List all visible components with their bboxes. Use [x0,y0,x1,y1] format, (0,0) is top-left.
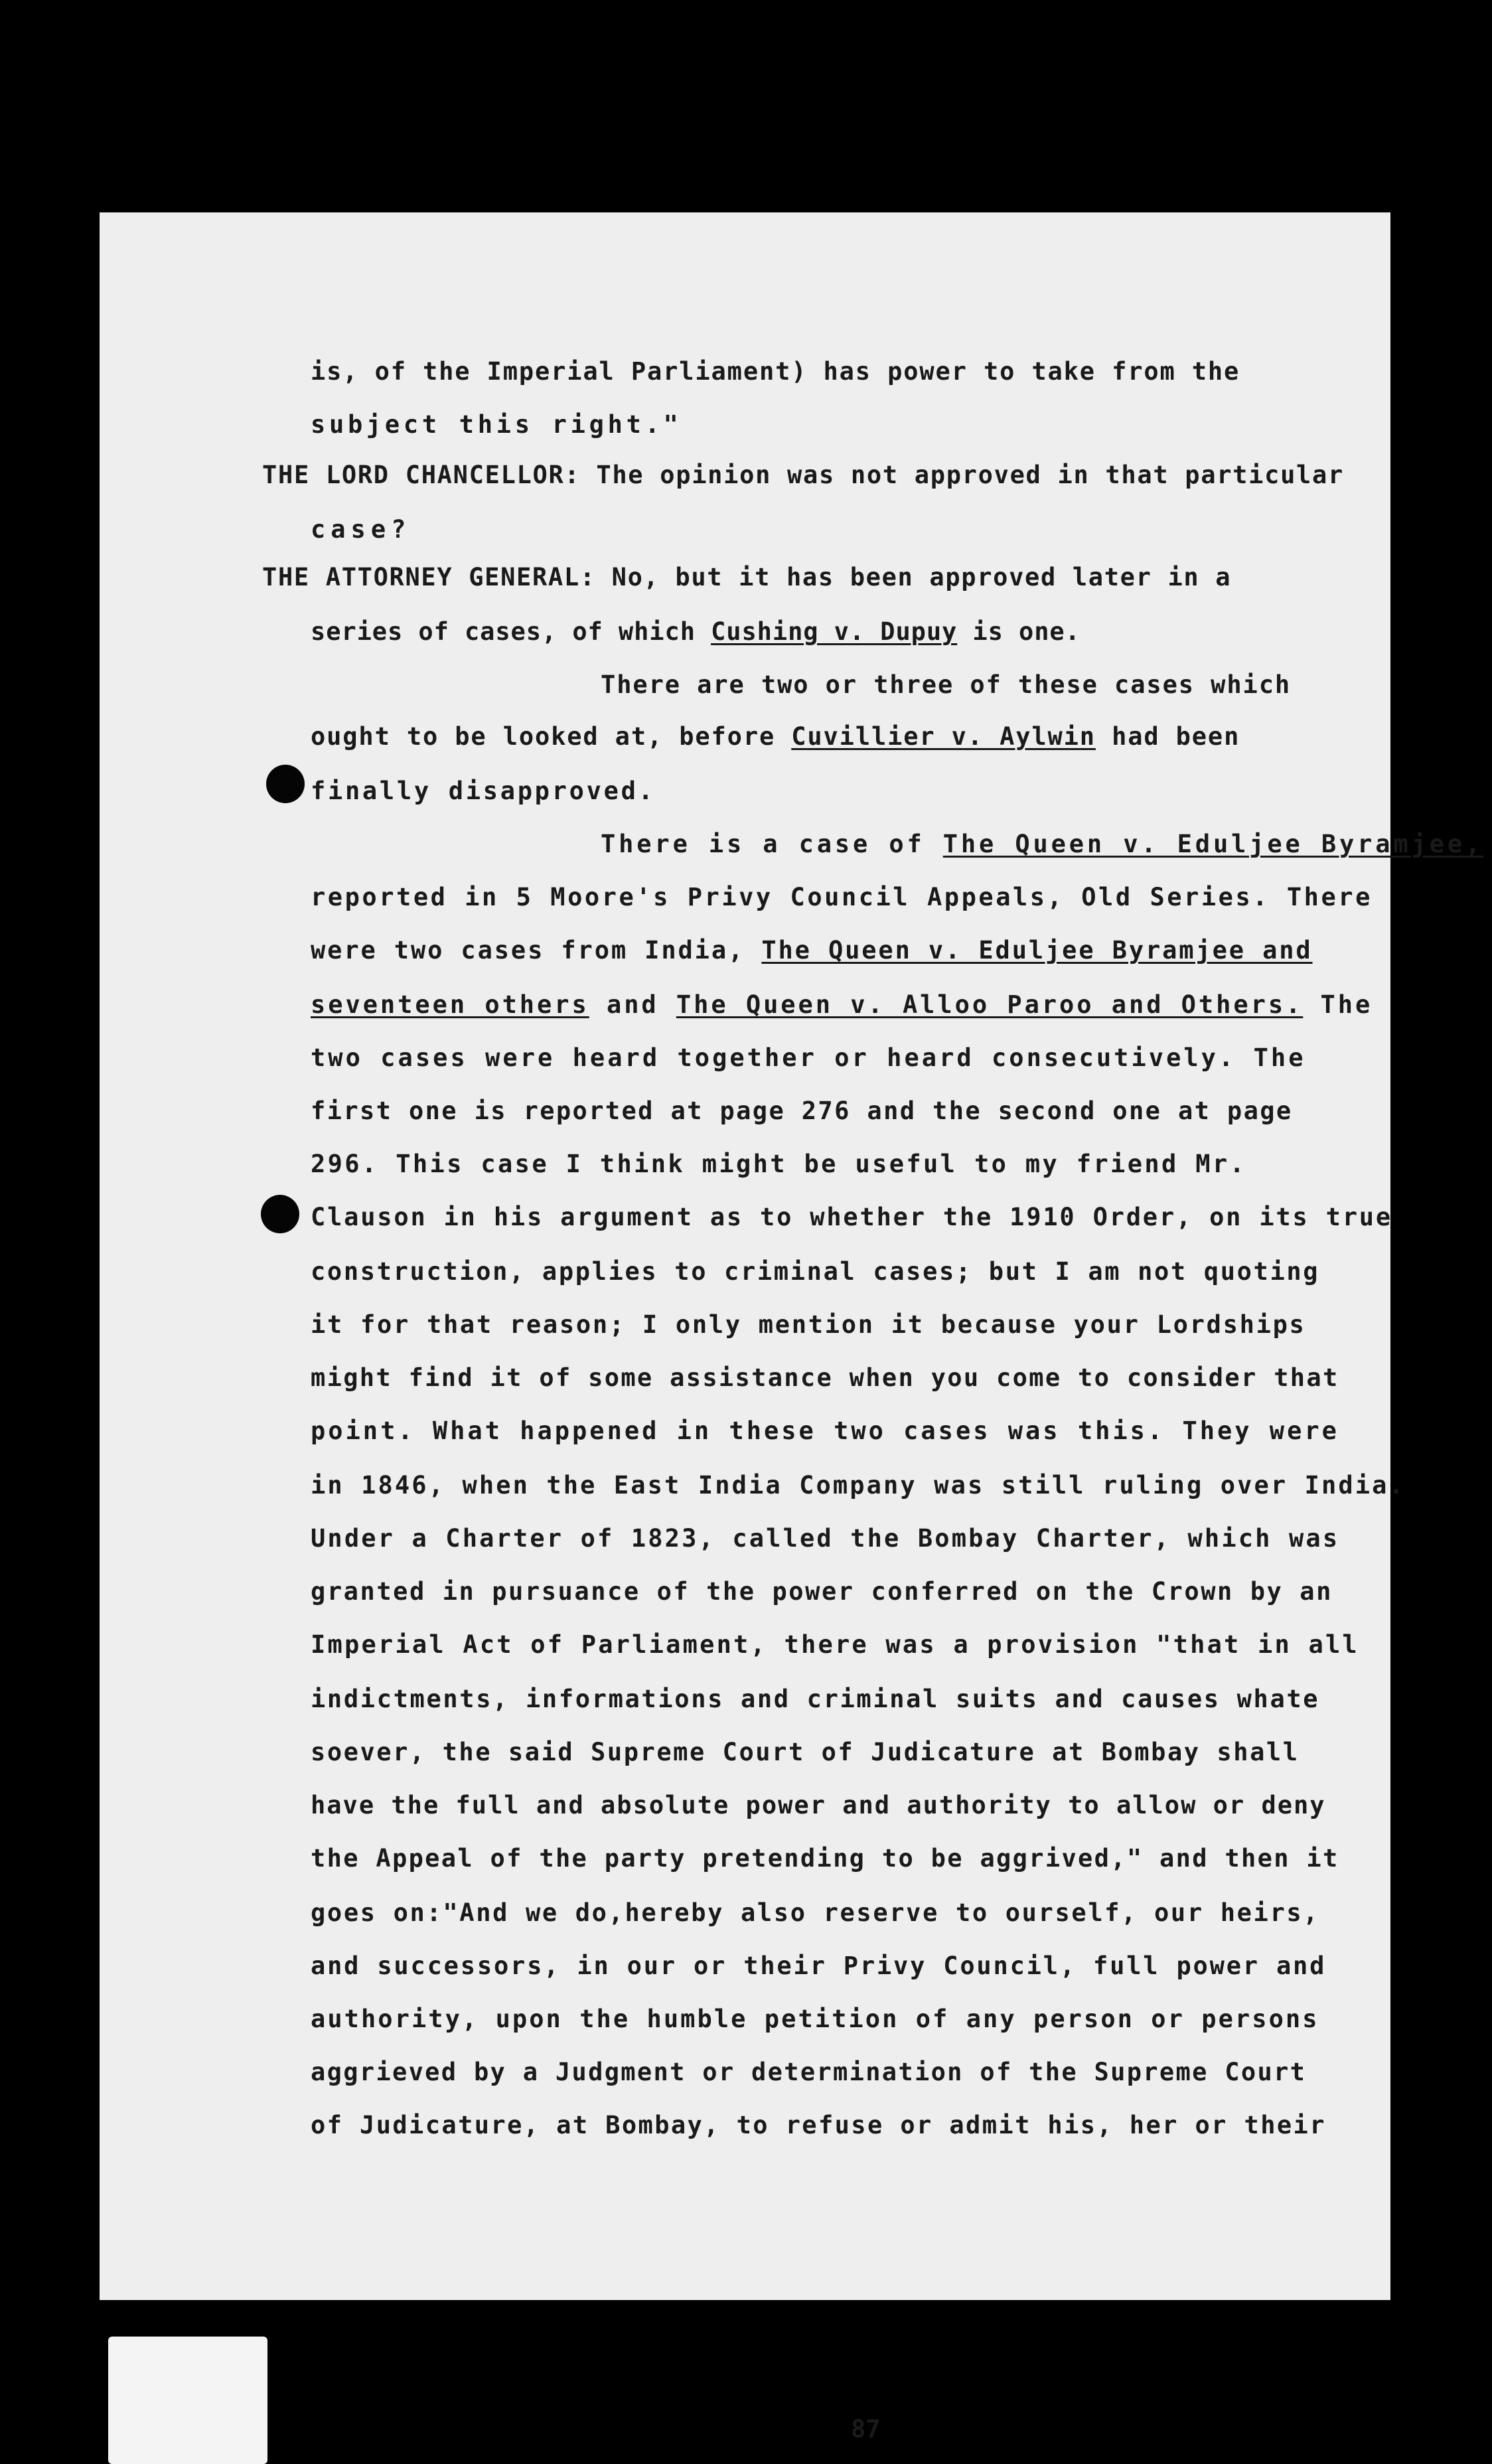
text-segment: Under a Charter of 1823, called the Bombay Charter, which was [311,1524,1340,1553]
text-segment: The [1303,990,1373,1019]
text-segment: and successors, in our or their Privy Council, full power and [311,1952,1327,1980]
text-segment: and [589,990,676,1019]
punch-hole [266,765,305,803]
case-citation: Cushing v. Dupuy [711,617,958,646]
page-number: 87 [851,2415,881,2443]
text-line [311,1363,1339,1393]
text-line [311,936,1313,965]
text-line [311,2005,1319,2034]
case-citation: The Queen v. Alloo Paroo and Others. [676,990,1304,1019]
text-segment: of Judicature, at Bombay, to refuse or admit his, her or their [311,2111,1326,2139]
text-line [311,990,1373,1020]
text-line [311,1685,1319,1714]
text-line [262,563,1231,592]
text-segment: point. What happened in these two cases was this. They were [311,1417,1339,1445]
text-segment: finally disapproved. [311,777,656,805]
text-line [601,830,1483,859]
text-line [311,722,1240,751]
case-citation: seventeen others [311,990,589,1019]
text-segment: the Appeal of the party pretending to be aggrived," and then it [311,1844,1339,1873]
case-citation: The Queen v. Eduljee Byramjee, [942,830,1484,858]
text-segment: THE ATTORNEY GENERAL: No, but it has been approved later in a [262,563,1232,591]
text-segment: in 1846, when the East India Company was still ruling over India. [311,1471,1406,1500]
blank-paper-tab [108,2337,267,2464]
text-segment: were two cases from India, [311,936,762,964]
text-line [311,777,656,806]
document-page [100,212,1484,2443]
text-segment: two cases were heard together or heard consecutively. The [311,1043,1306,1072]
text-line [311,2111,1326,2140]
text-line [311,410,682,439]
text-segment: THE LORD CHANCELLOR: The opinion was not approved in that particular [262,461,1344,489]
text-line [311,1417,1339,1446]
text-segment: indictments, informations and criminal suits and causes whate [311,1685,1320,1713]
text-segment: Imperial Act of Parliament, there was a provision "that in all [311,1630,1359,1659]
text-segment: is one. [957,617,1081,646]
case-citation: Cuvillier v. Aylwin [791,722,1096,751]
text-line [311,883,1373,912]
text-segment: goes on:"And we do,hereby also reserve to ourself, our heirs, [311,1898,1320,1927]
text-segment: had been [1095,722,1240,751]
text-segment: case? [311,515,411,544]
text-segment: 296. This case I think might be useful to my friend Mr. [311,1150,1247,1178]
text-line [311,1898,1319,1928]
case-citation: The Queen v. Eduljee Byramjee and [761,936,1313,964]
text-line [311,1043,1306,1073]
text-line [311,2058,1306,2087]
text-line [311,1844,1339,1873]
text-segment: There are two or three of these cases which [601,670,1292,699]
text-segment: reported in 5 Moore's Privy Council Appeals, Old Series. There [311,883,1373,911]
text-line [311,617,1081,647]
text-line [601,670,1291,700]
text-segment: subject this right." [311,410,682,439]
text-line [311,1952,1326,1981]
text-line [311,1524,1339,1553]
text-line [311,357,1240,386]
text-line [311,1097,1293,1126]
text-line [311,1577,1333,1606]
text-segment: There is a case of [601,830,943,858]
text-segment: first one is reported at page 276 and the second one at page [311,1097,1293,1125]
punch-hole [261,1195,299,1233]
text-segment: authority, upon the humble petition of any person or persons [311,2005,1319,2033]
text-line [311,1203,1392,1232]
text-segment: have the full and absolute power and authority to allow or deny [311,1791,1326,1819]
text-segment: series of cases, of which [311,617,711,646]
text-line [311,1310,1306,1340]
text-segment: granted in pursuance of the power conferred on the Crown by an [311,1577,1333,1606]
text-segment: construction, applies to criminal cases; but I am not quoting [311,1257,1320,1286]
text-line [311,1150,1246,1179]
text-segment: soever, the said Supreme Court of Judicature at Bombay shall [311,1738,1300,1766]
text-line [311,1791,1326,1820]
text-line [311,1630,1359,1659]
text-segment: Clauson in his argument as to whether the 1910 Order, on its true [311,1203,1392,1231]
text-segment: ought to be looked at, before [311,722,792,751]
text-line [311,1738,1300,1767]
text-segment: might find it of some assistance when you come to consider that [311,1363,1339,1392]
text-segment: it for that reason; I only mention it because your Lordships [311,1310,1306,1339]
text-segment: aggrieved by a Judgment or determination of the Supreme Court [311,2058,1307,2086]
text-segment: is, of the Imperial Parliament) has power to take from the [311,357,1240,386]
text-line [262,461,1344,490]
text-line [311,1471,1406,1500]
text-line [311,515,411,544]
text-line [311,1257,1319,1286]
